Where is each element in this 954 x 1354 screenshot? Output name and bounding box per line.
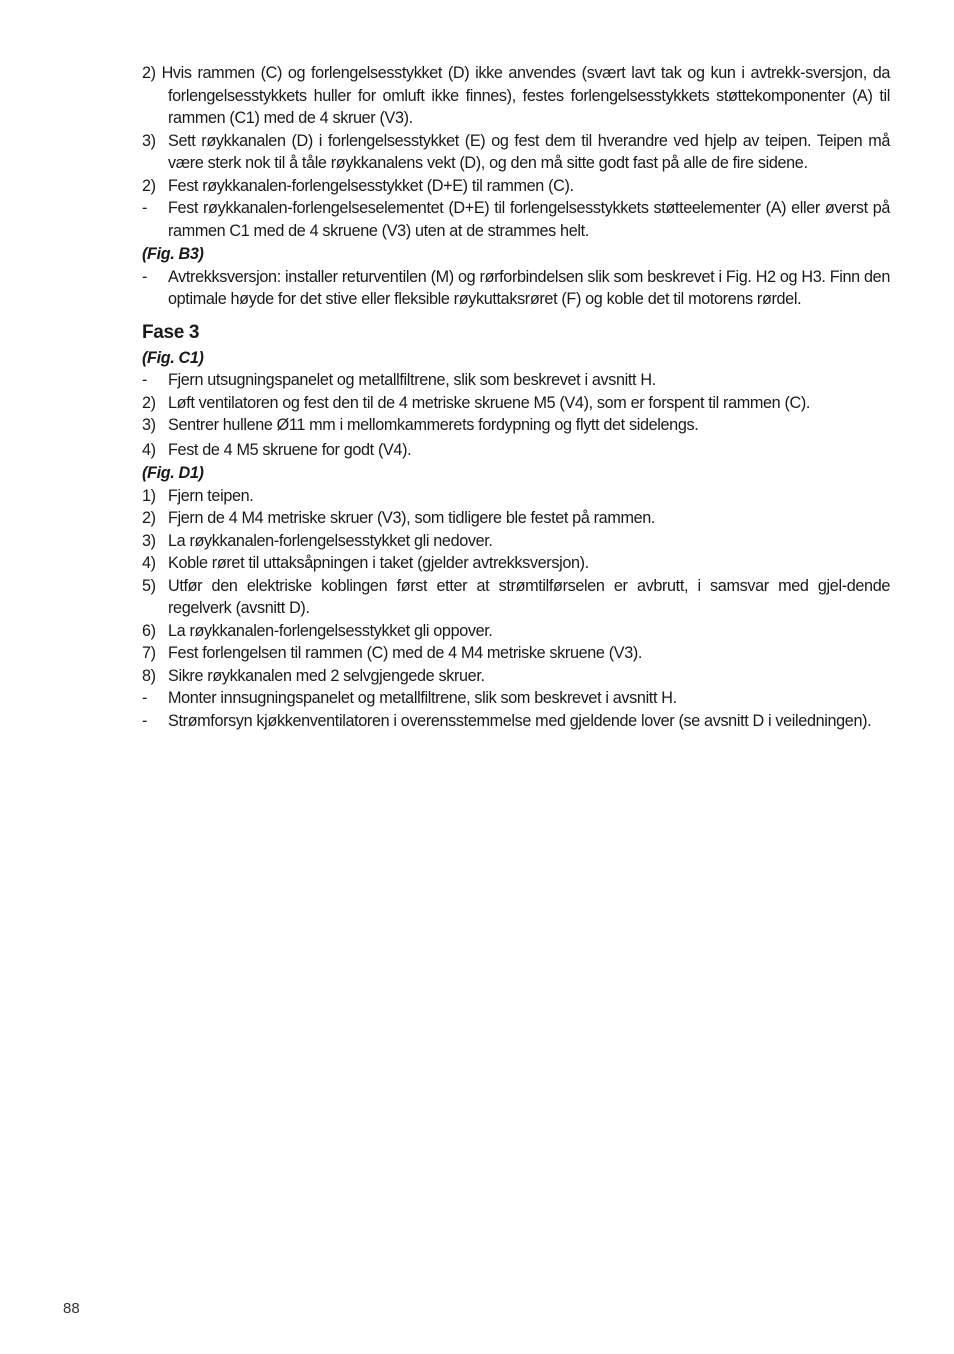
figure-reference-b3: (Fig. B3) xyxy=(142,245,204,263)
list-marker: - xyxy=(142,267,148,286)
figure-reference-d1: (Fig. D1) xyxy=(142,464,204,482)
page-content xyxy=(142,62,890,732)
list-marker: 1) xyxy=(142,486,156,505)
list-text: Fest de 4 M5 skruene for godt (V4). xyxy=(168,440,412,459)
list-item xyxy=(142,266,890,311)
list-marker: - xyxy=(142,689,148,707)
list-marker: - xyxy=(142,199,148,217)
list-item xyxy=(142,175,890,198)
list-item xyxy=(142,130,890,175)
list-item xyxy=(142,439,890,462)
list-item xyxy=(142,507,890,530)
list-marker: 3) xyxy=(142,416,156,434)
list-item xyxy=(142,620,890,643)
list-text: Fest røykkanalen-forlengelsesstykket (D+E) til rammen (C). xyxy=(168,176,574,195)
list-item xyxy=(142,710,890,733)
list-marker: 3) xyxy=(142,131,156,150)
list-item xyxy=(142,369,890,392)
list-text: Løft ventilatoren og fest den til de 4 metriske skruene M5 (V4), som er forspent til rammen (C). xyxy=(168,393,811,412)
list-item xyxy=(142,197,890,242)
list-item xyxy=(142,392,890,415)
list-text: Sikre røykkanalen med 2 selvgjengede skruer. xyxy=(168,666,485,685)
list-marker: 4) xyxy=(142,554,156,572)
list-marker: 4) xyxy=(142,440,156,459)
list-text: La røykkanalen-forlengelsesstykket gli nedover. xyxy=(168,531,493,550)
list-marker: 2) xyxy=(142,509,156,527)
list-marker: 2) xyxy=(142,64,156,82)
list-text: Fjern de 4 M4 metriske skruer (V3), som tidligere ble festet på rammen. xyxy=(168,509,656,527)
list-marker: 8) xyxy=(142,666,156,685)
list-text: Fest røykkanalen-forlengelseselementet (D+E) til forlengelsesstykkets støtteelementer (A) eller øverst på rammen C1 med de 4 skruene (V3) uten at de strammes helt. xyxy=(168,199,890,240)
list-marker: 5) xyxy=(142,576,156,595)
list-item xyxy=(142,62,890,130)
list-text: Sentrer hullene Ø11 mm i mellomkammerets fordypning og flytt det sidelengs. xyxy=(168,416,699,434)
list-marker: 7) xyxy=(142,644,156,662)
list-text: Fest forlengelsen til rammen (C) med de 4 M4 metriske skruene (V3). xyxy=(168,644,643,662)
list-text: Koble røret til uttaksåpningen i taket (gjelder avtrekksversjon). xyxy=(168,554,589,572)
list-text: Avtrekksversjon: installer returventilen (M) og rørforbindelsen slik som beskrevet i Fig. H2 og H3. Finn den optimale høyde for det stive eller fleksible røykuttaksrøret (F) og koble det til motorens rørdel. xyxy=(168,267,890,308)
list-item xyxy=(142,552,890,575)
list-text: Monter innsugningspanelet og metallfiltrene, slik som beskrevet i avsnitt H. xyxy=(168,689,677,707)
list-item xyxy=(142,530,890,553)
figure-reference-c1: (Fig. C1) xyxy=(142,348,204,367)
list-text: Fjern teipen. xyxy=(168,486,254,505)
list-marker: - xyxy=(142,371,148,389)
list-item xyxy=(142,485,890,508)
list-marker: 2) xyxy=(142,176,156,195)
list-text: Fjern utsugningspanelet og metallfiltrene, slik som beskrevet i avsnitt H. xyxy=(168,371,656,389)
list-item xyxy=(142,687,890,710)
list-text: La røykkanalen-forlengelsesstykket gli oppover. xyxy=(168,621,493,640)
list-text: Hvis rammen (C) og forlengelsesstykket (D) ikke anvendes (svært lavt tak og kun i avtrekk-sversjon, da forlengelsesstykkets huller for omluft ikke finnes), festes forlengelsesstykkets støttekomponenter (A) til rammen (C1) med de 4 skruer (V3). xyxy=(161,64,890,127)
list-item xyxy=(142,642,890,665)
page-number: 88 xyxy=(63,1300,80,1317)
list-marker: 2) xyxy=(142,393,156,412)
list-text: Sett røykkanalen (D) i forlengelsesstykket (E) og fest dem til hverandre ved hjelp av teipen. Teipen må være sterk nok til å tåle røykkanalens vekt (D), og den må sitte godt fast på alle de fire sidene. xyxy=(168,131,890,172)
list-item xyxy=(142,575,890,620)
list-item xyxy=(142,414,890,437)
list-marker: 6) xyxy=(142,621,156,640)
list-text: Strømforsyn kjøkkenventilatoren i overensstemmelse med gjeldende lover (se avsnitt D i veiledningen). xyxy=(168,711,872,730)
list-item xyxy=(142,665,890,688)
list-text: Utfør den elektriske koblingen først etter at strømtilførselen er avbrutt, i samsvar med gjel-dende regelverk (avsnitt D). xyxy=(168,576,890,617)
list-marker: - xyxy=(142,711,148,730)
list-marker: 3) xyxy=(142,531,156,550)
section-heading: Fase 3 xyxy=(142,321,200,343)
